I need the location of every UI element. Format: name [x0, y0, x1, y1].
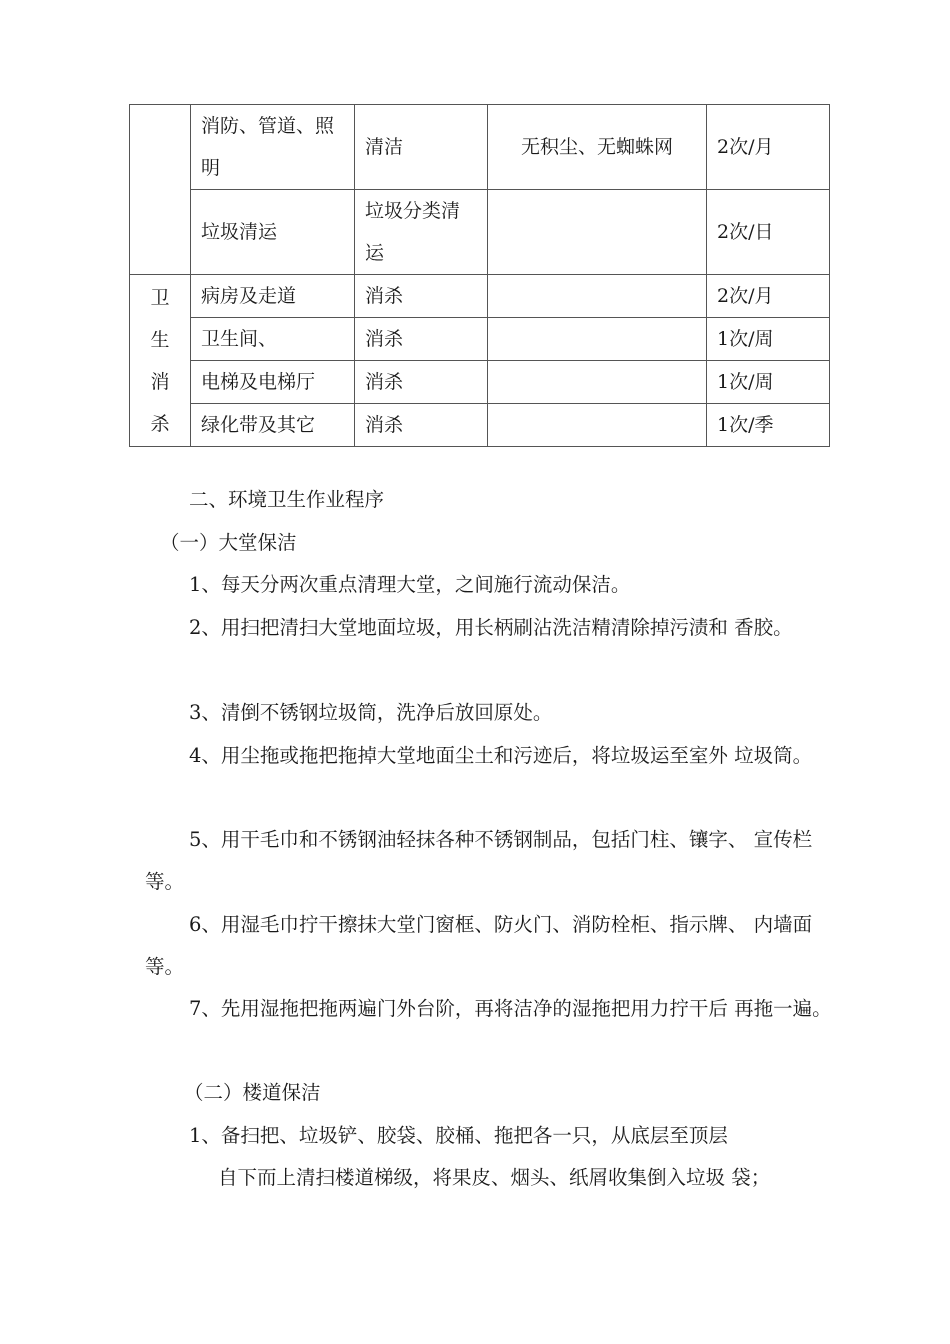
paragraph: 3、清倒不锈钢垃圾筒，洗净后放回原处。 — [189, 701, 553, 724]
item-cell: 绿化带及其它 — [191, 404, 355, 447]
paragraph: 5、用干毛巾和不锈钢油轻抹各种不锈钢制品，包括门柱、镶字、 宣传栏等。 — [145, 828, 813, 893]
method-cell: 消杀 — [355, 275, 488, 318]
method-cell: 消杀 — [355, 361, 488, 404]
frequency-cell: 1次/周 — [707, 361, 830, 404]
table-row — [130, 190, 830, 275]
frequency-cell: 1次/季 — [707, 404, 830, 447]
cleaning-schedule-table — [129, 104, 830, 447]
paragraph: 6、用湿毛巾拧干擦抹大堂门窗框、防火门、消防栓柜、指示牌、 内墙面等。 — [145, 913, 813, 978]
category-cell-empty — [130, 105, 191, 275]
item-cell: 消防、管道、照明 — [191, 105, 355, 190]
item-cell: 卫生间、 — [191, 318, 355, 361]
table-row — [130, 404, 830, 447]
table-row — [130, 361, 830, 404]
standard-cell: 无积尘、无蜘蛛网 — [488, 105, 707, 190]
standard-cell — [488, 275, 707, 318]
paragraph: 自下而上清扫楼道梯级，将果皮、烟头、纸屑收集倒入垃圾 袋； — [218, 1166, 771, 1189]
method-cell: 消杀 — [355, 318, 488, 361]
paragraph: 4、用尘拖或拖把拖掉大堂地面尘土和污迹后，将垃圾运至室外 垃圾筒。 — [189, 744, 813, 767]
frequency-cell: 1次/周 — [707, 318, 830, 361]
category-cell — [130, 275, 191, 447]
item-cell: 病房及走道 — [191, 275, 355, 318]
paragraph: 2、用扫把清扫大堂地面垃圾，用长柄刷沾洗洁精清除掉污渍和 香胶。 — [189, 616, 793, 639]
table-row — [130, 318, 830, 361]
method-cell: 消杀 — [355, 404, 488, 447]
frequency-cell: 2次/日 — [707, 190, 830, 275]
method-cell: 垃圾分类清运 — [355, 190, 488, 275]
paragraph: 1、备扫把、垃圾铲、胶袋、胶桶、拖把各一只，从底层至顶层 — [189, 1124, 728, 1147]
standard-cell — [488, 318, 707, 361]
standard-cell — [488, 361, 707, 404]
section-heading: 二、环境卫生作业程序 — [189, 488, 385, 511]
paragraph: 7、先用湿拖把拖两遍门外台阶，再将洁净的湿拖把用力拧干后 再拖一遍。 — [189, 997, 832, 1020]
subsection-heading: （二）楼道保洁 — [184, 1081, 321, 1104]
table-row — [130, 105, 830, 190]
method-cell: 清洁 — [355, 105, 488, 190]
paragraph: 1、每天分两次重点清理大堂，之间施行流动保洁。 — [189, 573, 631, 596]
item-cell: 垃圾清运 — [191, 190, 355, 275]
standard-cell — [488, 190, 707, 275]
frequency-cell: 2次/月 — [707, 275, 830, 318]
frequency-cell: 2次/月 — [707, 105, 830, 190]
table-row — [130, 275, 830, 318]
subsection-heading: （一）大堂保洁 — [160, 531, 297, 554]
category-label: 卫生消杀 — [150, 286, 170, 435]
item-cell: 电梯及电梯厅 — [191, 361, 355, 404]
standard-cell — [488, 404, 707, 447]
